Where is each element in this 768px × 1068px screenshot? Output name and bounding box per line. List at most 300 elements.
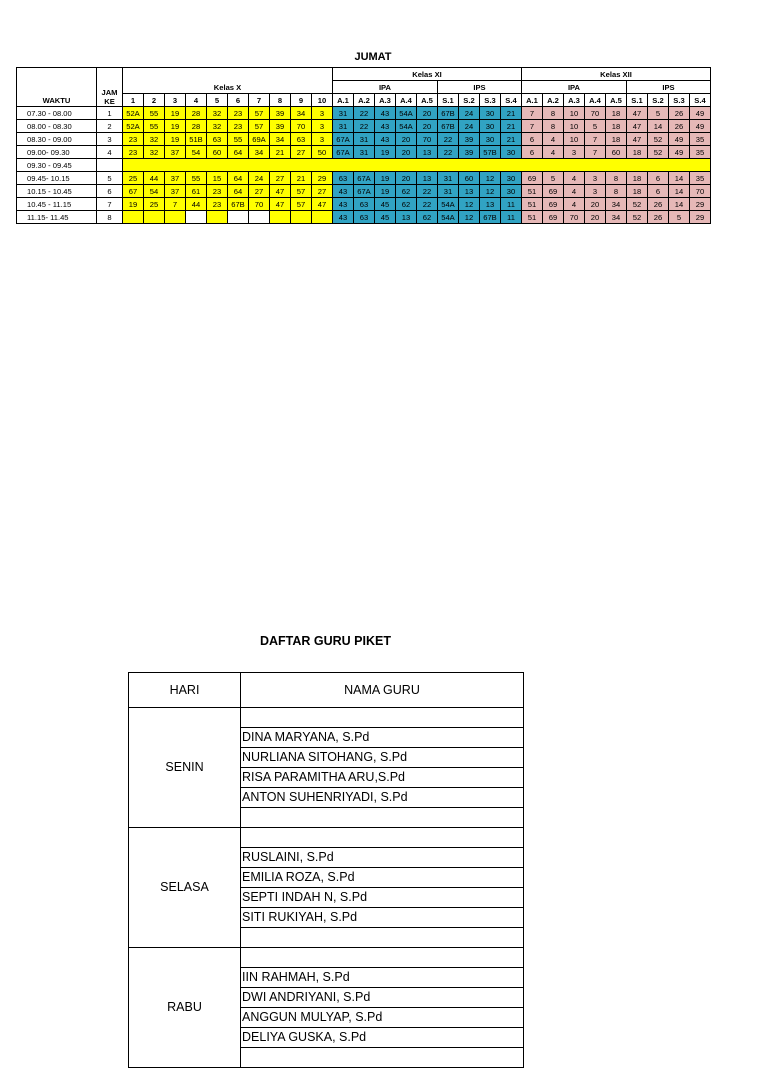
teacher-code-cell: 55 — [186, 172, 207, 185]
teacher-code-cell: 62 — [417, 211, 438, 224]
teacher-code-cell: 25 — [123, 172, 144, 185]
teacher-code-cell: 34 — [606, 211, 627, 224]
period-cell — [97, 159, 123, 172]
teacher-code-cell: 49 — [669, 146, 690, 159]
teacher-code-cell: 67B — [228, 198, 249, 211]
teacher-code-cell: 45 — [375, 211, 396, 224]
teacher-code-cell: 12 — [459, 198, 480, 211]
teacher-code-cell: 5 — [543, 172, 564, 185]
period-cell: 5 — [97, 172, 123, 185]
teacher-code-cell: 4 — [564, 172, 585, 185]
teacher-code-cell: 67A — [354, 185, 375, 198]
teacher-code-cell: 8 — [543, 107, 564, 120]
time-cell: 09.30 - 09.45 — [17, 159, 97, 172]
teacher-code-cell: 23 — [228, 107, 249, 120]
teacher-code-cell: 30 — [480, 120, 501, 133]
teacher-code-cell: 43 — [375, 133, 396, 146]
teacher-code-cell: 4 — [543, 146, 564, 159]
teacher-code-cell: 22 — [438, 146, 459, 159]
teacher-name-cell: SITI RUKIYAH, S.Pd — [241, 908, 524, 928]
teacher-code-cell — [291, 211, 312, 224]
teacher-code-cell: 11 — [501, 211, 522, 224]
teacher-code-cell: 26 — [648, 211, 669, 224]
piket-row — [129, 828, 524, 848]
teacher-code-cell: 31 — [438, 185, 459, 198]
teacher-code-cell: 54A — [396, 120, 417, 133]
teacher-code-cell: 50 — [312, 146, 333, 159]
teacher-code-cell: 3 — [312, 133, 333, 146]
teacher-code-cell: 15 — [207, 172, 228, 185]
teacher-code-cell: 57 — [291, 198, 312, 211]
teacher-code-cell — [165, 211, 186, 224]
teacher-code-cell: 63 — [354, 211, 375, 224]
teacher-name-cell — [241, 708, 524, 728]
teacher-code-cell — [207, 211, 228, 224]
teacher-code-cell: 29 — [690, 211, 711, 224]
teacher-code-cell: 8 — [543, 120, 564, 133]
teacher-code-cell: 69A — [249, 133, 270, 146]
subcolumn-header: A.5 — [606, 94, 627, 107]
subcolumn-header: 3 — [165, 94, 186, 107]
teacher-code-cell: 19 — [375, 172, 396, 185]
teacher-code-cell: 30 — [480, 133, 501, 146]
teacher-code-cell: 54A — [438, 198, 459, 211]
teacher-code-cell — [123, 211, 144, 224]
time-cell: 10.15 - 10.45 — [17, 185, 97, 198]
teacher-code-cell: 21 — [270, 146, 291, 159]
jam-label: JAM — [101, 88, 118, 97]
day-cell: RABU — [129, 948, 241, 1068]
teacher-code-cell: 67B — [480, 211, 501, 224]
subcolumn-header: 10 — [312, 94, 333, 107]
teacher-code-cell: 70 — [417, 133, 438, 146]
teacher-code-cell: 52A — [123, 120, 144, 133]
teacher-code-cell: 12 — [480, 185, 501, 198]
teacher-code-cell: 26 — [669, 107, 690, 120]
teacher-code-cell: 60 — [207, 146, 228, 159]
break-row-fill — [123, 159, 711, 172]
teacher-code-cell: 51B — [186, 133, 207, 146]
teacher-code-cell: 19 — [165, 120, 186, 133]
period-cell: 4 — [97, 146, 123, 159]
teacher-code-cell: 69 — [543, 185, 564, 198]
teacher-name-cell: IIN RAHMAH, S.Pd — [241, 968, 524, 988]
teacher-code-cell: 7 — [585, 146, 606, 159]
teacher-code-cell: 31 — [333, 120, 354, 133]
teacher-code-cell: 24 — [459, 107, 480, 120]
teacher-code-cell: 54 — [186, 146, 207, 159]
teacher-code-cell: 20 — [585, 198, 606, 211]
teacher-code-cell: 3 — [564, 146, 585, 159]
teacher-code-cell: 11 — [501, 198, 522, 211]
teacher-code-cell: 23 — [207, 185, 228, 198]
teacher-code-cell: 69 — [543, 211, 564, 224]
teacher-name-cell: DINA MARYANA, S.Pd — [241, 728, 524, 748]
teacher-code-cell: 67B — [438, 120, 459, 133]
teacher-code-cell: 19 — [165, 133, 186, 146]
teacher-code-cell: 18 — [627, 172, 648, 185]
subcolumn-header: A.3 — [564, 94, 585, 107]
teacher-name-cell: RISA PARAMITHA ARU,S.Pd — [241, 768, 524, 788]
teacher-name-cell — [241, 948, 524, 968]
subcolumn-header: 5 — [207, 94, 228, 107]
subcolumn-header: A.3 — [375, 94, 396, 107]
schedule-row — [17, 146, 711, 159]
teacher-name-cell: RUSLAINI, S.Pd — [241, 848, 524, 868]
teacher-code-cell: 64 — [228, 185, 249, 198]
period-cell: 3 — [97, 133, 123, 146]
kelas-xii-ips-header: IPS — [627, 81, 711, 94]
teacher-code-cell: 4 — [543, 133, 564, 146]
teacher-code-cell: 29 — [690, 198, 711, 211]
teacher-code-cell — [312, 211, 333, 224]
teacher-code-cell: 5 — [669, 211, 690, 224]
teacher-code-cell: 3 — [312, 120, 333, 133]
duty-teacher-table — [128, 672, 524, 1068]
teacher-code-cell: 32 — [207, 107, 228, 120]
piket-title: DAFTAR GURU PIKET — [259, 634, 391, 648]
teacher-code-cell: 24 — [459, 120, 480, 133]
teacher-code-cell: 43 — [333, 198, 354, 211]
teacher-code-cell: 19 — [123, 198, 144, 211]
teacher-code-cell: 10 — [564, 133, 585, 146]
teacher-code-cell: 22 — [417, 185, 438, 198]
teacher-name-cell: NURLIANA SITOHANG, S.Pd — [241, 748, 524, 768]
teacher-code-cell: 57 — [291, 185, 312, 198]
kelas-xi-header: Kelas XI — [333, 68, 522, 81]
teacher-code-cell: 20 — [417, 107, 438, 120]
teacher-code-cell: 32 — [144, 146, 165, 159]
teacher-code-cell: 23 — [228, 120, 249, 133]
teacher-code-cell: 39 — [270, 107, 291, 120]
teacher-code-cell: 7 — [522, 120, 543, 133]
subcolumn-header: S.2 — [459, 94, 480, 107]
teacher-code-cell: 7 — [165, 198, 186, 211]
teacher-code-cell: 63 — [207, 133, 228, 146]
teacher-code-cell: 47 — [627, 107, 648, 120]
teacher-code-cell: 57 — [249, 107, 270, 120]
schedule-row — [17, 211, 711, 224]
teacher-code-cell: 55 — [228, 133, 249, 146]
teacher-code-cell: 3 — [585, 172, 606, 185]
teacher-code-cell: 47 — [270, 185, 291, 198]
teacher-code-cell: 34 — [606, 198, 627, 211]
schedule-row — [17, 120, 711, 133]
teacher-code-cell: 14 — [669, 185, 690, 198]
subcolumn-header: 7 — [249, 94, 270, 107]
teacher-code-cell: 12 — [459, 211, 480, 224]
subcolumn-header: S.4 — [501, 94, 522, 107]
teacher-code-cell: 54A — [438, 211, 459, 224]
teacher-code-cell: 32 — [207, 120, 228, 133]
teacher-code-cell: 19 — [165, 107, 186, 120]
teacher-code-cell: 31 — [354, 146, 375, 159]
teacher-code-cell: 22 — [417, 198, 438, 211]
schedule-row — [17, 107, 711, 120]
subcolumn-header: 2 — [144, 94, 165, 107]
teacher-code-cell: 34 — [291, 107, 312, 120]
subcolumn-header: S.2 — [648, 94, 669, 107]
ke-label: KE — [104, 97, 115, 106]
teacher-code-cell: 55 — [144, 107, 165, 120]
teacher-code-cell: 57B — [480, 146, 501, 159]
friday-schedule-table — [16, 67, 711, 224]
teacher-code-cell: 54 — [144, 185, 165, 198]
teacher-code-cell — [228, 211, 249, 224]
teacher-code-cell: 62 — [396, 198, 417, 211]
teacher-code-cell: 20 — [396, 146, 417, 159]
teacher-code-cell — [144, 211, 165, 224]
teacher-name-cell: DWI ANDRIYANI, S.Pd — [241, 988, 524, 1008]
teacher-code-cell: 61 — [186, 185, 207, 198]
teacher-code-cell: 27 — [312, 185, 333, 198]
teacher-code-cell: 18 — [606, 107, 627, 120]
teacher-code-cell: 4 — [564, 198, 585, 211]
teacher-code-cell: 39 — [459, 146, 480, 159]
teacher-code-cell: 62 — [396, 185, 417, 198]
teacher-code-cell: 47 — [312, 198, 333, 211]
teacher-code-cell: 57 — [249, 120, 270, 133]
teacher-code-cell: 51 — [522, 211, 543, 224]
subcolumn-header: S.3 — [669, 94, 690, 107]
teacher-code-cell: 35 — [690, 133, 711, 146]
teacher-code-cell: 18 — [606, 120, 627, 133]
teacher-code-cell: 14 — [669, 198, 690, 211]
hari-column-header: HARI — [129, 673, 241, 708]
subcolumn-header: A.4 — [396, 94, 417, 107]
teacher-code-cell: 23 — [123, 146, 144, 159]
kelas-xi-ips-header: IPS — [438, 81, 522, 94]
teacher-code-cell: 3 — [585, 185, 606, 198]
teacher-code-cell: 21 — [501, 120, 522, 133]
subcolumn-header: 4 — [186, 94, 207, 107]
day-cell: SELASA — [129, 828, 241, 948]
teacher-name-cell: SEPTI INDAH N, S.Pd — [241, 888, 524, 908]
teacher-code-cell: 63 — [333, 172, 354, 185]
teacher-code-cell: 13 — [417, 146, 438, 159]
teacher-code-cell: 43 — [333, 185, 354, 198]
teacher-code-cell: 6 — [648, 185, 669, 198]
kelas-x-header: Kelas X — [123, 68, 333, 94]
teacher-code-cell: 13 — [480, 198, 501, 211]
teacher-code-cell — [249, 211, 270, 224]
teacher-code-cell: 3 — [312, 107, 333, 120]
teacher-code-cell: 60 — [459, 172, 480, 185]
teacher-code-cell — [270, 211, 291, 224]
teacher-code-cell: 35 — [690, 172, 711, 185]
subcolumn-header: S.1 — [438, 94, 459, 107]
subcolumn-header: A.1 — [522, 94, 543, 107]
teacher-code-cell: 5 — [585, 120, 606, 133]
teacher-code-cell: 12 — [480, 172, 501, 185]
time-cell: 11.15- 11.45 — [17, 211, 97, 224]
teacher-code-cell: 60 — [606, 146, 627, 159]
teacher-code-cell: 28 — [186, 120, 207, 133]
teacher-code-cell: 69 — [522, 172, 543, 185]
teacher-code-cell: 27 — [291, 146, 312, 159]
time-cell: 08.30 - 09.00 — [17, 133, 97, 146]
subcolumn-header: 1 — [123, 94, 144, 107]
teacher-code-cell: 39 — [270, 120, 291, 133]
piket-row — [129, 708, 524, 728]
teacher-code-cell: 70 — [690, 185, 711, 198]
time-cell: 09.45- 10.15 — [17, 172, 97, 185]
teacher-code-cell: 14 — [648, 120, 669, 133]
teacher-code-cell: 13 — [396, 211, 417, 224]
teacher-code-cell: 44 — [186, 198, 207, 211]
teacher-code-cell: 39 — [459, 133, 480, 146]
teacher-name-cell — [241, 928, 524, 948]
teacher-code-cell: 37 — [165, 185, 186, 198]
teacher-code-cell: 21 — [501, 107, 522, 120]
teacher-code-cell: 67A — [354, 172, 375, 185]
teacher-code-cell: 14 — [669, 172, 690, 185]
teacher-code-cell: 30 — [480, 107, 501, 120]
subcolumn-header: 6 — [228, 94, 249, 107]
subcolumn-header: S.4 — [690, 94, 711, 107]
teacher-code-cell: 52 — [627, 198, 648, 211]
teacher-code-cell: 64 — [228, 146, 249, 159]
schedule-row — [17, 198, 711, 211]
teacher-code-cell: 34 — [249, 146, 270, 159]
teacher-code-cell: 8 — [606, 185, 627, 198]
teacher-code-cell: 43 — [375, 120, 396, 133]
teacher-code-cell: 6 — [522, 146, 543, 159]
subcolumn-header: A.5 — [417, 94, 438, 107]
time-cell: 09.00- 09.30 — [17, 146, 97, 159]
teacher-code-cell: 22 — [354, 107, 375, 120]
kelas-xii-ipa-header: IPA — [522, 81, 627, 94]
teacher-code-cell: 70 — [564, 211, 585, 224]
teacher-code-cell: 47 — [270, 198, 291, 211]
teacher-code-cell: 10 — [564, 107, 585, 120]
teacher-code-cell: 32 — [144, 133, 165, 146]
time-cell: 10.45 - 11.15 — [17, 198, 97, 211]
time-cell: 07.30 - 08.00 — [17, 107, 97, 120]
teacher-code-cell: 69 — [543, 198, 564, 211]
subcolumn-header: S.3 — [480, 94, 501, 107]
waktu-header: WAKTU — [17, 68, 97, 107]
teacher-code-cell: 30 — [501, 146, 522, 159]
schedule-row — [17, 185, 711, 198]
schedule-row — [17, 172, 711, 185]
teacher-code-cell: 43 — [333, 211, 354, 224]
subcolumn-header: A.2 — [354, 94, 375, 107]
teacher-code-cell: 37 — [165, 172, 186, 185]
teacher-code-cell: 67B — [438, 107, 459, 120]
period-cell: 6 — [97, 185, 123, 198]
period-cell: 8 — [97, 211, 123, 224]
nama-guru-column-header: NAMA GURU — [241, 673, 524, 708]
teacher-code-cell: 67 — [123, 185, 144, 198]
teacher-code-cell: 5 — [648, 107, 669, 120]
teacher-code-cell: 20 — [585, 211, 606, 224]
teacher-code-cell: 6 — [522, 133, 543, 146]
subcolumn-header: S.1 — [627, 94, 648, 107]
teacher-code-cell: 8 — [606, 172, 627, 185]
teacher-code-cell: 67A — [333, 133, 354, 146]
subcolumn-header: A.2 — [543, 94, 564, 107]
teacher-code-cell: 27 — [270, 172, 291, 185]
piket-row — [129, 948, 524, 968]
teacher-code-cell: 67A — [333, 146, 354, 159]
teacher-code-cell: 31 — [438, 172, 459, 185]
teacher-name-cell — [241, 1048, 524, 1068]
teacher-code-cell: 47 — [627, 120, 648, 133]
teacher-code-cell: 47 — [627, 133, 648, 146]
subcolumn-header: A.4 — [585, 94, 606, 107]
teacher-code-cell: 22 — [354, 120, 375, 133]
teacher-code-cell: 18 — [627, 185, 648, 198]
teacher-code-cell: 27 — [249, 185, 270, 198]
teacher-code-cell: 70 — [249, 198, 270, 211]
teacher-code-cell: 4 — [564, 185, 585, 198]
teacher-code-cell: 52 — [627, 211, 648, 224]
teacher-code-cell: 23 — [123, 133, 144, 146]
teacher-code-cell: 28 — [186, 107, 207, 120]
teacher-code-cell: 51 — [522, 185, 543, 198]
teacher-code-cell: 30 — [501, 185, 522, 198]
teacher-name-cell: ANGGUN MULYAP, S.Pd — [241, 1008, 524, 1028]
teacher-code-cell: 13 — [459, 185, 480, 198]
teacher-code-cell: 70 — [291, 120, 312, 133]
schedule-row — [17, 159, 711, 172]
kelas-xii-header: Kelas XII — [522, 68, 711, 81]
teacher-name-cell: ANTON SUHENRIYADI, S.Pd — [241, 788, 524, 808]
teacher-code-cell: 34 — [270, 133, 291, 146]
teacher-code-cell: 51 — [522, 198, 543, 211]
teacher-code-cell: 18 — [627, 146, 648, 159]
teacher-code-cell: 20 — [396, 133, 417, 146]
jam-ke-header — [97, 68, 123, 107]
teacher-code-cell: 49 — [669, 133, 690, 146]
teacher-code-cell: 49 — [690, 120, 711, 133]
teacher-code-cell: 31 — [333, 107, 354, 120]
teacher-code-cell: 13 — [417, 172, 438, 185]
teacher-code-cell: 6 — [648, 172, 669, 185]
teacher-code-cell: 25 — [144, 198, 165, 211]
kelas-xi-ipa-header: IPA — [333, 81, 438, 94]
teacher-code-cell: 35 — [690, 146, 711, 159]
schedule-row — [17, 133, 711, 146]
teacher-code-cell: 10 — [564, 120, 585, 133]
teacher-name-cell: EMILIA ROZA, S.Pd — [241, 868, 524, 888]
teacher-code-cell: 7 — [585, 133, 606, 146]
teacher-code-cell: 21 — [501, 133, 522, 146]
day-cell: SENIN — [129, 708, 241, 828]
teacher-code-cell: 29 — [312, 172, 333, 185]
teacher-code-cell: 63 — [354, 198, 375, 211]
period-cell: 2 — [97, 120, 123, 133]
teacher-code-cell: 20 — [396, 172, 417, 185]
teacher-code-cell: 55 — [144, 120, 165, 133]
teacher-code-cell: 26 — [669, 120, 690, 133]
period-cell: 1 — [97, 107, 123, 120]
teacher-code-cell: 21 — [291, 172, 312, 185]
teacher-code-cell: 24 — [249, 172, 270, 185]
subcolumn-header: A.1 — [333, 94, 354, 107]
teacher-code-cell: 26 — [648, 198, 669, 211]
teacher-code-cell: 37 — [165, 146, 186, 159]
schedule-title: JUMAT — [354, 51, 392, 63]
teacher-code-cell: 63 — [291, 133, 312, 146]
teacher-code-cell: 52A — [123, 107, 144, 120]
teacher-code-cell: 18 — [606, 133, 627, 146]
teacher-code-cell: 70 — [585, 107, 606, 120]
teacher-code-cell: 19 — [375, 146, 396, 159]
teacher-code-cell — [186, 211, 207, 224]
teacher-name-cell — [241, 808, 524, 828]
